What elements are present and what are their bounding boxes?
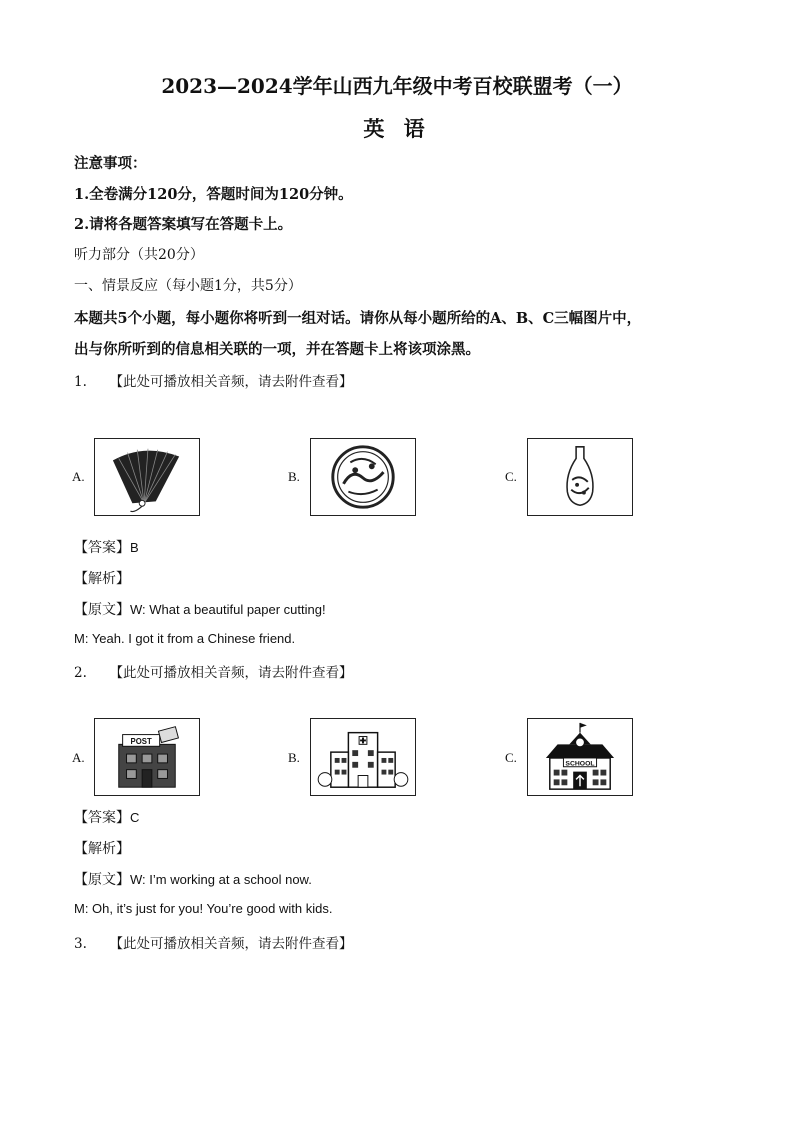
vase-icon [528,439,632,515]
listening-part-heading: 听力部分（共20分） [74,247,204,263]
paper-cutting-icon [311,439,415,515]
hospital-icon [311,719,415,795]
question-number: 1. [74,374,87,390]
subject-title: 英 语 [363,116,431,141]
transcript-w: W: I’m working at a school now. [130,872,312,887]
answer-1 [74,537,139,557]
section-heading: 一、情景反应（每小题1分，共5分） [74,278,302,294]
transcript-m-2: M: Oh, it’s just for you! You’re good with kids. [74,901,333,916]
notice-item-2: 2.请将各题答案填写在答题卡上。 [74,216,293,233]
option-b-image[interactable] [310,438,416,516]
option-c-label: C. [505,750,517,765]
question-number: 3. [74,936,87,952]
original-label: 【原文】 [74,872,130,888]
instruction-line-1: 本题共5个小题，每小题你将听到一组对话。请你从每小题所给的A、B、C三幅图片中， [74,310,642,327]
option-b-image[interactable] [310,718,416,796]
analysis-label-1: 【解析】 [74,571,130,587]
transcript-2 [74,869,312,889]
audio-note[interactable]: 【此处可播放相关音频，请去附件查看】 [109,374,353,390]
post-office-icon [95,719,199,795]
audio-note[interactable]: 【此处可播放相关音频，请去附件查看】 [109,665,353,681]
answer-value: C [130,810,140,825]
transcript-1 [74,599,326,619]
instruction-line-2: 出与你所听到的信息相关联的一项，并在答题卡上将该项涂黑。 [74,341,480,358]
notice-heading: 注意事项： [74,155,147,172]
analysis-label-2: 【解析】 [74,841,130,857]
page-title: 2023—2024学年山西九年级中考百校联盟考（一） [161,74,633,98]
question-1 [74,370,352,390]
school-sign: SCHOOL [565,760,595,768]
question-2 [74,661,352,681]
option-c-image[interactable] [527,438,633,516]
folding-fan-icon [95,439,199,515]
option-a-image[interactable] [94,438,200,516]
option-b-label: B. [288,750,300,765]
option-b-label: B. [288,469,300,484]
school-icon [528,719,632,795]
option-a-label: A. [72,469,85,484]
answer-label: 【答案】 [74,540,130,556]
answer-2 [74,807,139,827]
audio-note[interactable]: 【此处可播放相关音频，请去附件查看】 [109,936,353,952]
question-3 [74,932,352,952]
answer-label: 【答案】 [74,810,130,826]
original-label: 【原文】 [74,602,130,618]
option-a-image[interactable] [94,718,200,796]
transcript-w: W: What a beautiful paper cutting! [130,602,326,617]
answer-value: B [130,540,139,555]
question-number: 2. [74,665,87,681]
transcript-m-1: M: Yeah. I got it from a Chinese friend. [74,631,296,646]
post-sign: POST [130,736,152,746]
notice-item-1: 1.全卷满分120分，答题时间为120分钟。 [74,186,353,203]
option-c-label: C. [505,469,517,484]
option-a-label: A. [72,750,85,765]
option-c-image[interactable] [527,718,633,796]
